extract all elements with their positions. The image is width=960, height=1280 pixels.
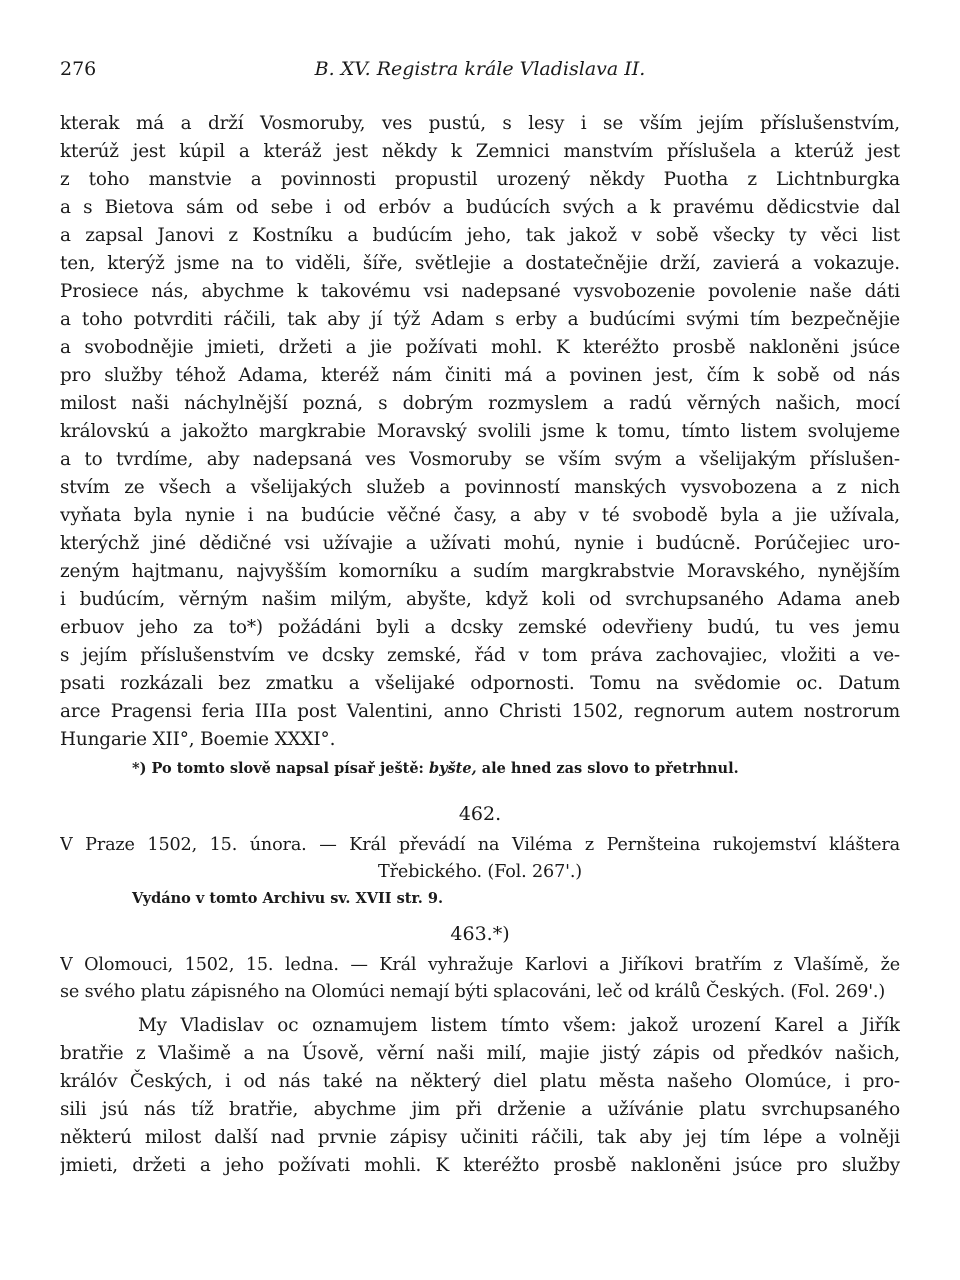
text-line: s jejím příslušenstvím ve dcsky zemské, řád v tom práva zachovajiec, vložiti a ve- xyxy=(60,645,900,666)
text-line: některú milost další nad prvnie zápisy učiniti ráčili, tak aby jej tím lépe a volněji xyxy=(60,1127,900,1148)
text-line: bratřie z Vlašimě a na Úsově, věrní naši milí, majie jistý zápis od předkóv našich, xyxy=(60,1043,900,1064)
text-line: erbuov jeho za to*) požádáni byli a dcsky zemské odevřieny budú, tu ves jemu xyxy=(60,617,900,638)
document-number-463: 463.*) xyxy=(450,923,510,945)
text-line: královskú a jakožto margkrabie Moravský svolili jsme k tomu, tímto listem svolujeme xyxy=(60,421,900,442)
text-line: psati rozkázali bez zmatku a všelijaké odpornosti. Tomu na svědomie oc. Datum xyxy=(60,673,900,694)
text-line: zeným hajtmanu, najvyšším komorníku a sudím margkrabstvie Moravského, nynějším xyxy=(60,561,900,582)
text-line: a to tvrdíme, aby nadepsaná ves Vosmoruby se vším svým a všelijakým příslušen- xyxy=(60,449,900,470)
text-line: Prosiece nás, abychme k takovému vsi nadepsané vysvobozenie povolenie naše dáti xyxy=(60,281,900,302)
text-line: sili jsú nás tíž bratřie, abychme jim při drženie a užívánie platu svrchupsaného xyxy=(60,1099,900,1120)
text-line: a s Bietova sám od sebe i od erbóv a budúcích svých a k pravému dědicstvie dal xyxy=(60,197,900,218)
running-head xyxy=(60,58,900,86)
document-number-462: 462. xyxy=(458,803,502,825)
footnote-text: *) Po tomto slově napsal písař ještě: xyxy=(132,760,429,777)
text-line: králóv Českých, i od nás také na některý diel platu města našeho Olomúce, i pro- xyxy=(60,1071,900,1092)
text-line: kterúž jest kúpil a kteráž jest někdy k Zemnici manstvím příslušela a kterúž jest xyxy=(60,141,900,162)
edition-note: Vydáno v tomto Archivu sv. XVII str. 9. xyxy=(132,890,444,907)
text-line: kterak má a drží Vosmoruby, ves pustú, s lesy i se vším jejím příslušenstvím, xyxy=(60,113,900,134)
footnote-text-end: ale hned zas slovo to přetrhnul. xyxy=(476,760,739,777)
text-line: kterýchž jiné dědičné vsi užívajie a užívati mohú, nynie i budúcně. Porúčejiec uro- xyxy=(60,533,900,554)
text-line: My Vladislav oc oznamujem listem tímto všem: jakož urození Karel a Jiřík xyxy=(138,1015,900,1036)
text-line: milost naši náchylnější pozná, s dobrým rozmyslem a radú věrných našich, mocí xyxy=(60,393,900,414)
text-line: a zapsal Janovi z Kostníku a budúcím jeho, tak jakož v sobě všecky ty věci list xyxy=(60,225,900,246)
text-line: a svobodnějie jmieti, držeti a jie požívati mohl. K kteréžto prosbě nakloněni jsúce xyxy=(60,337,900,358)
regest-line: V Praze 1502, 15. února. — Král převádí na Viléma z Pernšteina rukojemství kláštera xyxy=(60,835,900,855)
footnote xyxy=(60,756,900,782)
running-title: B. XV. Registra krále Vladislava II. xyxy=(314,58,646,80)
document-page xyxy=(60,58,900,1180)
footnote-italic: byšte, xyxy=(428,760,477,777)
text-line: arce Pragensi feria IIIa post Valentini, anno Christi 1502, regnorum autem nostrorum xyxy=(60,701,900,722)
text-line: Hungarie XII°, Boemie XXXI°. xyxy=(60,729,336,750)
regest-463 xyxy=(60,952,900,1006)
text-line: jmieti, držeti a jeho požívati mohli. K kteréžto prosbě nakloněni jsúce pro služby xyxy=(60,1155,900,1176)
text-line: z toho manstvie a povinnosti propustil urozený někdy Puotha z Lichtnburgka xyxy=(60,169,900,190)
regest-line: se svého platu zápisného na Olomúci nemají býti splacováni, leč od králů Českých. (Fol. 269'.) xyxy=(60,982,886,1002)
text-line: vyňata byla nynie i na budúcie věčné časy, a aby v té svobodě byla a jie užívala, xyxy=(60,505,900,526)
regest-line: Třebického. (Fol. 267'.) xyxy=(378,862,582,882)
text-line: stvím ze všech a všelijakých služeb a povinností manských vysvobozena a z nich xyxy=(60,477,900,498)
page-number: 276 xyxy=(60,58,97,80)
text-block-1 xyxy=(60,110,900,754)
text-line: pro služby téhož Adama, kteréž nám činiti má a povinen jest, čím k sobě od nás xyxy=(60,365,900,386)
regest-line: V Olomouci, 1502, 15. ledna. — Král vyhražuje Karlovi a Jiříkovi bratřím z Vlašímě, že xyxy=(60,955,900,975)
regest-462 xyxy=(60,832,900,886)
text-line: i budúcím, věrným našim milým, abyšte, když koli od svrchupsaného Adama aneb xyxy=(60,589,900,610)
text-block-2 xyxy=(60,1012,900,1180)
text-line: a toho potvrditi ráčili, tak aby jí týž Adam s erby a budúcími svými tím bezpečnějie xyxy=(60,309,900,330)
text-line: ten, kterýž jsme na to viděli, šíře, světlejie a dostatečnějie drží, zavierá a vokazuje. xyxy=(60,253,900,274)
